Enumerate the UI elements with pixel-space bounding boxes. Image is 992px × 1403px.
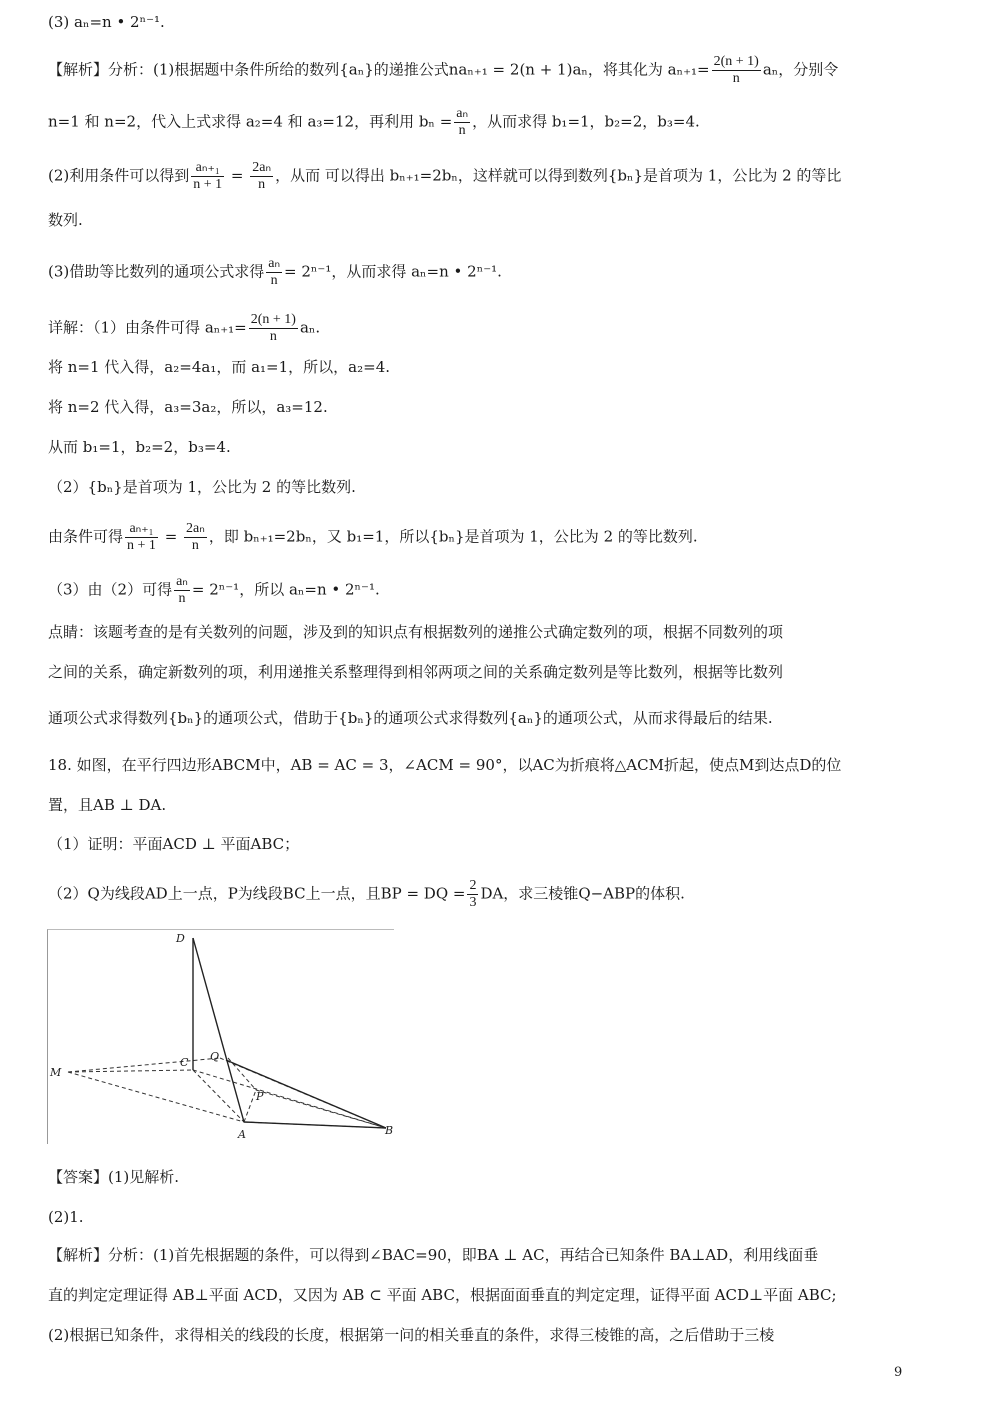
solution-line-2: 直的判定定理证得 AB⊥平面 ACD，又因为 AB ⊂ 平面 ABC，根据面面垂直的判定定理，证得平面 ACD⊥平面 ABC; [48, 1286, 837, 1304]
fraction-denominator: n + 1 [127, 538, 156, 553]
label-p: P [256, 1090, 264, 1103]
text: （2）Q为线段AD上一点，P为线段BC上一点，且BP = DQ = [48, 884, 466, 903]
label-m: M [50, 1066, 62, 1079]
label-c: C [180, 1056, 189, 1069]
fraction [250, 160, 273, 193]
detail-line-5: （2）{bₙ}是首项为 1，公比为 2 的等比数列. [48, 478, 356, 496]
fraction [712, 54, 761, 87]
fraction-denominator: n [258, 177, 266, 192]
fraction [191, 160, 224, 193]
solution-line-3: (2)根据已知条件，求得相关的线段的长度，根据第一问的相关垂直的条件，求得三棱锥的高，之后借助于三棱 [48, 1326, 775, 1344]
fraction [184, 521, 207, 554]
label-a: A [238, 1128, 246, 1141]
fraction [174, 574, 190, 607]
text: DA，求三棱锥Q−ABP的体积. [480, 884, 685, 903]
answer-line-2: (2)1. [48, 1208, 84, 1226]
page-number: 9 [894, 1365, 903, 1380]
fraction-numerator: 2 [469, 878, 477, 893]
answer-line-1: 【答案】(1)见解析. [48, 1168, 180, 1186]
problem-18-part-2 [48, 878, 685, 911]
text: 由条件可得 [48, 527, 124, 546]
fraction-denominator: 3 [469, 895, 477, 910]
text: = 2ⁿ⁻¹，所以 aₙ=n • 2ⁿ⁻¹. [191, 580, 380, 599]
text: (2)利用条件可以得到 [48, 166, 190, 185]
fraction [249, 312, 298, 345]
analysis-line-5 [48, 256, 502, 289]
fraction-numerator: 2aₙ [186, 521, 205, 536]
text: ，即 bₙ₊₁=2bₙ，又 b₁=1，所以{bₙ}是首项为 1，公比为 2 的等比数列. [208, 527, 698, 546]
text: aₙ. [299, 318, 321, 337]
text: 【解析】分析：(1)根据题中条件所给的数列{aₙ}的递推公式naₙ₊₁ = 2(n + 1)aₙ，将其化为 aₙ₊₁= [48, 60, 710, 79]
fraction-denominator: n [458, 123, 466, 138]
problem-18-part-1: （1）证明：平面ACD ⊥ 平面ABC； [48, 835, 300, 853]
fraction [454, 106, 470, 139]
text: = 2ⁿ⁻¹，从而求得 aₙ=n • 2ⁿ⁻¹. [284, 262, 502, 281]
fraction-numerator: aₙ [268, 256, 281, 271]
detail-line-4: 从而 b₁=1，b₂=2，b₃=4. [48, 438, 231, 456]
fraction-numerator: 2aₙ [252, 160, 272, 175]
fraction-denominator: n [178, 591, 186, 606]
fraction-denominator: n [269, 329, 277, 344]
fraction-denominator: n + 1 [193, 177, 223, 192]
label-b: B [385, 1124, 394, 1137]
text: aₙ，分别令 [762, 60, 839, 79]
line-1: (3) aₙ=n • 2ⁿ⁻¹. [48, 13, 165, 31]
text: (3)借助等比数列的通项公式求得 [48, 262, 265, 281]
comment-line-3: 通项公式求得数列{bₙ}的通项公式，借助于{bₙ}的通项公式求得数列{aₙ}的通项公式，从而求得最后的结果. [48, 709, 773, 727]
analysis-line-3: (2)利用条件可以得到 $\frac{\text{aₙ₊₁}}{n + 1}$ = $\frac{\text{2aₙ}}{n}$ ，从而 可以得出 bₙ₊₁=2bₙ，这样就可以得到数列{bₙ}是首项为 1，公比为 2 的等比 [48, 160, 842, 192]
fraction-numerator: aₙ [176, 574, 188, 589]
label-q: Q [210, 1050, 220, 1063]
fraction-numerator: aₙ [456, 106, 469, 121]
detail-line-7 [48, 574, 380, 607]
fraction [266, 256, 282, 289]
fraction [125, 521, 158, 554]
fraction-denominator: n [270, 273, 278, 288]
fraction-denominator: n [191, 538, 199, 553]
problem-18-line-1: 18. 如图，在平行四边形ABCM中，AB = AC = 3，∠ACM = 90°，以AC为折痕将△ACM折起，使点M到达点D的位 [48, 756, 842, 774]
detail-line-6: 由条件可得 $\frac{\text{aₙ₊₁}}{n + 1}$ = $\frac{\text{2aₙ}}{n}$ ，即 bₙ₊₁=2bₙ，又 b₁=1，所以{bₙ}是首项为 1，公比为 2 的等比数列. [48, 521, 698, 553]
comment-line-1: 点睛：该题考查的是有关数列的问题，涉及到的知识点有根据数列的递推公式确定数列的项，根据不同数列的项 [48, 623, 784, 641]
fraction [467, 878, 478, 911]
detail-line-1 [48, 312, 320, 345]
solution-line-1: 【解析】分析：(1)首先根据题的条件，可以得到∠BAC=90，即BA ⊥ AC，再结合已知条件 BA⊥AD，利用线面垂 [48, 1246, 819, 1264]
text: ，从而求得 b₁=1，b₂=2，b₃=4. [472, 112, 700, 131]
analysis-line-2 [48, 106, 700, 139]
comment-line-2: 之间的关系，确定新数列的项，利用递推关系整理得到相邻两项之间的关系确定数列是等比数列，根据等比数列 [48, 663, 784, 681]
text: n=1 和 n=2，代入上式求得 a₂=4 和 a₃=12，再利用 bₙ = [48, 112, 453, 131]
analysis-line-1 [48, 54, 838, 87]
analysis-line-4: 数列. [48, 211, 83, 229]
fraction-denominator: n [732, 71, 740, 86]
geometry-figure [47, 929, 394, 1144]
fraction-numerator: aₙ₊₁ [125, 521, 158, 538]
text: （3）由（2）可得 [48, 580, 173, 599]
fraction-numerator: aₙ₊₁ [191, 160, 224, 177]
fraction-numerator: 2(n + 1) [713, 54, 759, 69]
detail-line-2: 将 n=1 代入得，a₂=4a₁，而 a₁=1，所以，a₂=4. [48, 358, 391, 376]
fraction-numerator: 2(n + 1) [250, 312, 296, 327]
text: 详解：（1）由条件可得 aₙ₊₁= [48, 318, 247, 337]
detail-line-3: 将 n=2 代入得，a₃=3a₂，所以，a₃=12. [48, 398, 328, 416]
problem-18-line-2: 置，且AB ⊥ DA. [48, 796, 167, 814]
label-d: D [176, 932, 185, 945]
text: ，从而 可以得出 bₙ₊₁=2bₙ，这样就可以得到数列{bₙ}是首项为 1，公比为 2 的等比 [275, 166, 842, 185]
